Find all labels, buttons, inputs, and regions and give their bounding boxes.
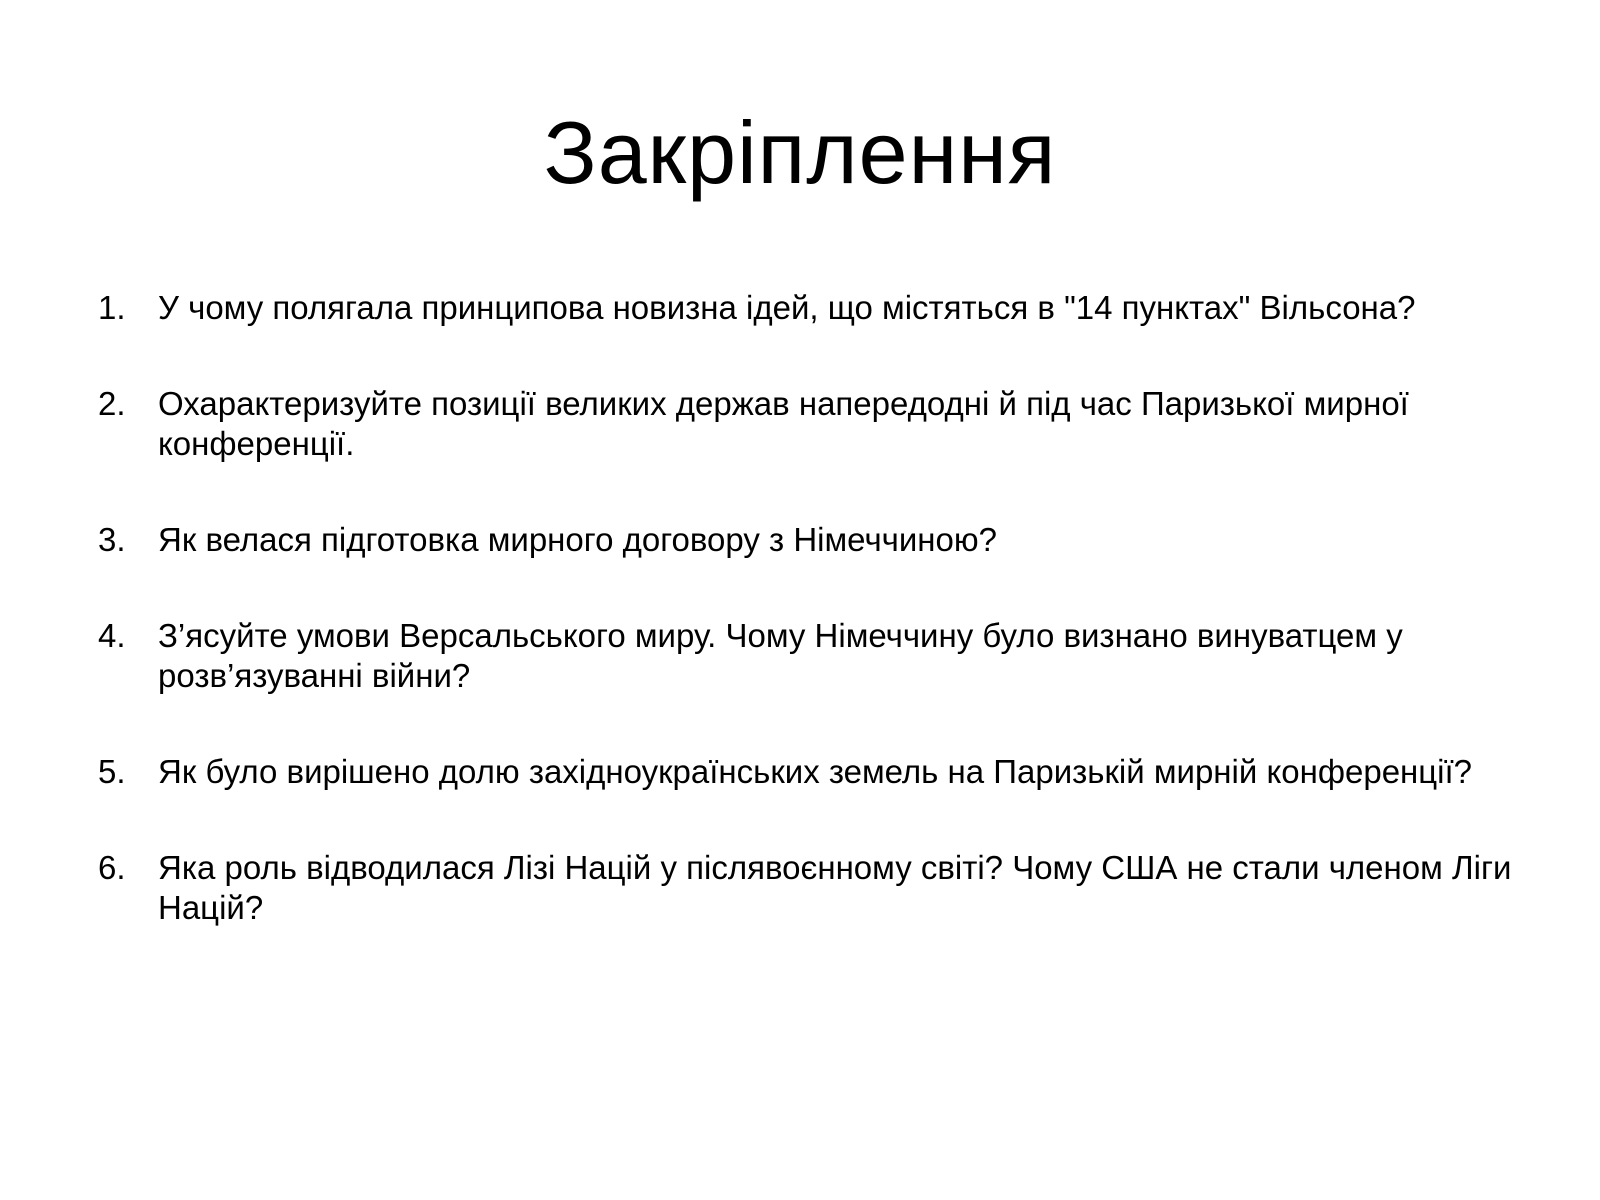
question-number: 1.: [98, 289, 126, 326]
question-text: Охарактеризуйте позиції великих держав напередодні й під час Паризької мирної конференції.: [158, 385, 1409, 462]
question-item: [98, 848, 1538, 928]
question-text: З’ясуйте умови Версальського миру. Чому Німеччину було визнано винуватцем у розв’язуванні війни?: [158, 617, 1403, 694]
question-item: [98, 384, 1538, 464]
question-item: [98, 616, 1538, 696]
question-text: Яка роль відводилася Лізі Націй у післявоєнному світі? Чому США не стали членом Ліги Націй?: [158, 849, 1512, 926]
slide-title: Закріплення: [543, 103, 1057, 202]
question-item: [98, 752, 1538, 792]
question-text: Як було вирішено долю західноукраїнських земель на Паризькій мирній конференції?: [158, 753, 1473, 790]
question-number: 5.: [98, 753, 126, 790]
question-number: 4.: [98, 617, 126, 654]
question-item: [98, 520, 1538, 560]
question-number: 2.: [98, 385, 126, 422]
question-number: 3.: [98, 521, 126, 558]
question-list: [98, 288, 1538, 984]
question-number: 6.: [98, 849, 126, 886]
question-text: Як велася підготовка мирного договору з Німеччиною?: [158, 521, 997, 558]
question-text: У чому полягала принципова новизна ідей, що містяться в "14 пунктах" Вільсона?: [158, 289, 1416, 326]
question-item: [98, 288, 1538, 328]
